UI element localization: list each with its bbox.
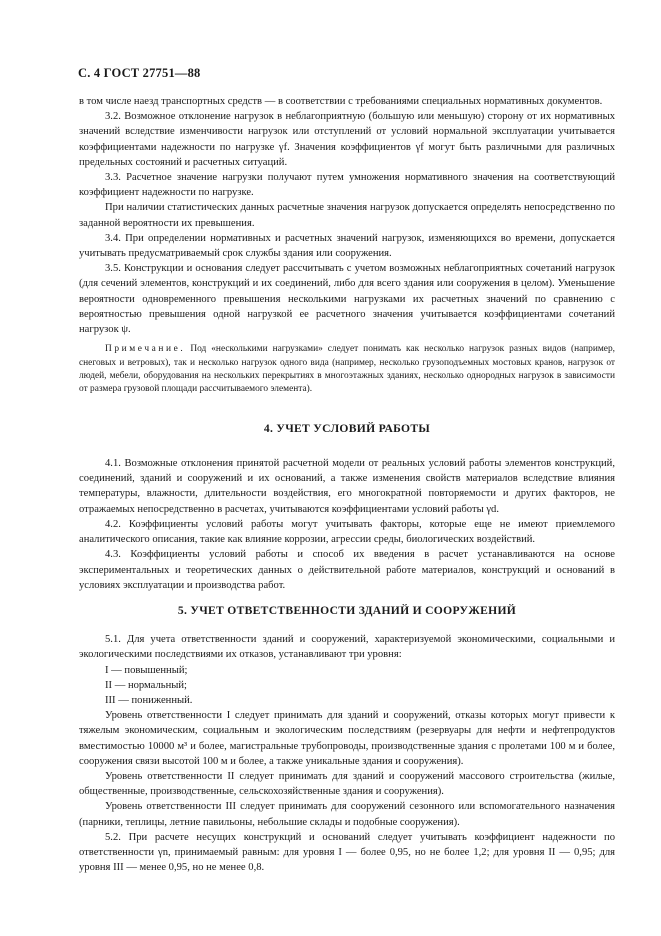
paragraph-3-4: 3.4. При определении нормативных и расчетных значений нагрузок, изменяющихся во времени, допускается учитывать предусматриваемый срок службы здания или сооружения. — [79, 232, 615, 260]
page-header: С. 4 ГОСТ 27751—88 — [78, 66, 201, 80]
note-text: Под «несколькими нагрузками» следует понимать как несколько нагрузок разных видов (например, снеговых и ветровых), так и несколько нагрузок одного вида (например, несколько грузоподъемных мостовых кранов, нагрузок от людей, мебели, оборудования на нескольких перекрытиях в многоэтажных зданиях, несколько однородных нагрузок в зависимости от размера грузовой площади рассчитываемого элемента). — [79, 344, 615, 395]
paragraph-4-3: 4.3. Коэффициенты условий работы и способ их введения в расчет устанавливаются на основе экспериментальных и теоретических данных о действительной работе материалов, конструкций и оснований в условиях эксплуатации и производства работ. — [79, 549, 615, 591]
paragraph-continuation: в том числе наезд транспортных средств — в соответствии с требованиями специальных нормативных документов. — [79, 96, 603, 107]
paragraph-3-2: 3.2. Возможное отклонение нагрузок в неблагоприятную (большую или меньшую) сторону от их нормативных значений вследствие изменчивости нагрузок или отступлений от условий нормальной эксплуатации учитывается коэффициентами надежности по нагрузке γf. Значения коэффициентов γf могут быть различными для различных предельных состояний и расчетных ситуаций. — [79, 111, 615, 168]
level-item-2: II — нормальный; — [105, 679, 187, 691]
document-body — [79, 94, 615, 875]
paragraph-level-3-desc: Уровень ответственности III следует принимать для сооружений сезонного или вспомогательного назначения (парники, теплицы, летние павильоны, небольшие склады и подобные сооружения). — [79, 801, 615, 828]
paragraph-4-2: 4.2. Коэффициенты условий работы могут учитывать факторы, которые еще не имеют приемлемого аналитического описания, такие как влияние коррозии, агрессии среды, биологических воздействий. — [79, 518, 615, 546]
paragraph-3-5: 3.5. Конструкции и основания следует рассчитывать с учетом возможных неблагоприятных сочетаний нагрузок (для сечений элементов, конструкций и их соединений, либо для всего здания или сооружения в целом). Уменьшение вероятности одновременного превышения несколькими нагрузками их расчетных значений по сравнению с вероятностью превышения одной нагрузкой ее расчетного значения учитывается коэффициентами сочетаний нагрузок ψ. — [79, 263, 615, 336]
paragraph-5-2: 5.2. При расчете несущих конструкций и оснований следует учитывать коэффициент надежности по ответственности γn, принимаемый равным: для уровня I — более 0,95, но не более 1,2; для уровня II — 0,95; для уровня III — менее 0,95, но не менее 0,8. — [79, 831, 615, 874]
level-item-3: III — пониженный. — [105, 694, 193, 706]
section-5-title: 5. УЧЕТ ОТВЕТСТВЕННОСТИ ЗДАНИЙ И СООРУЖЕНИЙ — [177, 603, 517, 617]
section-4-title: 4. УЧЕТ УСЛОВИЙ РАБОТЫ — [263, 421, 431, 435]
note-label: Примечание. — [105, 344, 186, 355]
paragraph-level-2-desc: Уровень ответственности II следует принимать для зданий и сооружений массового строительства (жилые, общественные, производственные, сельскохозяйственные здания и сооружения). — [79, 770, 615, 798]
paragraph-5-1: 5.1. Для учета ответственности зданий и сооружений, характеризуемой экономическими, социальными и экологическими последствиями их отказов, устанавливают три уровня: — [79, 634, 615, 661]
note — [79, 343, 615, 397]
paragraph-level-1-desc: Уровень ответственности I следует принимать для зданий и сооружений, отказы которых могут привести к тяжелым экономическим, социальным и экологическим последствиям (резервуары для нефти и нефтепродуктов вместимостью 10000 м³ и более, магистральные трубопроводы, производственные здания с пролетами 100 м и более, сооружения связи высотой 100 м и более, а также уникальные здания и сооружения). — [79, 710, 615, 767]
paragraph-3-3-b: При наличии статистических данных расчетные значения нагрузок допускается определять непосредственно по заданной вероятности их превышения. — [79, 202, 615, 229]
paragraph-4-1: 4.1. Возможные отклонения принятой расчетной модели от реальных условий работы элементов конструкций, соединений, зданий и сооружений и их оснований, а также изменения свойств материалов вследствие влияния температуры, влажности, длительности воздействия, его многократной повторяемости и других факторов, не отражаемых непосредственно в расчетах, учитываются коэффициентами условий работы γd. — [79, 458, 615, 515]
level-item-1: I — повышенный; — [105, 664, 188, 676]
paragraph-3-3: 3.3. Расчетное значение нагрузки получают путем умножения нормативного значения на соответствующий коэффициент надежности по нагрузке. — [79, 172, 615, 199]
